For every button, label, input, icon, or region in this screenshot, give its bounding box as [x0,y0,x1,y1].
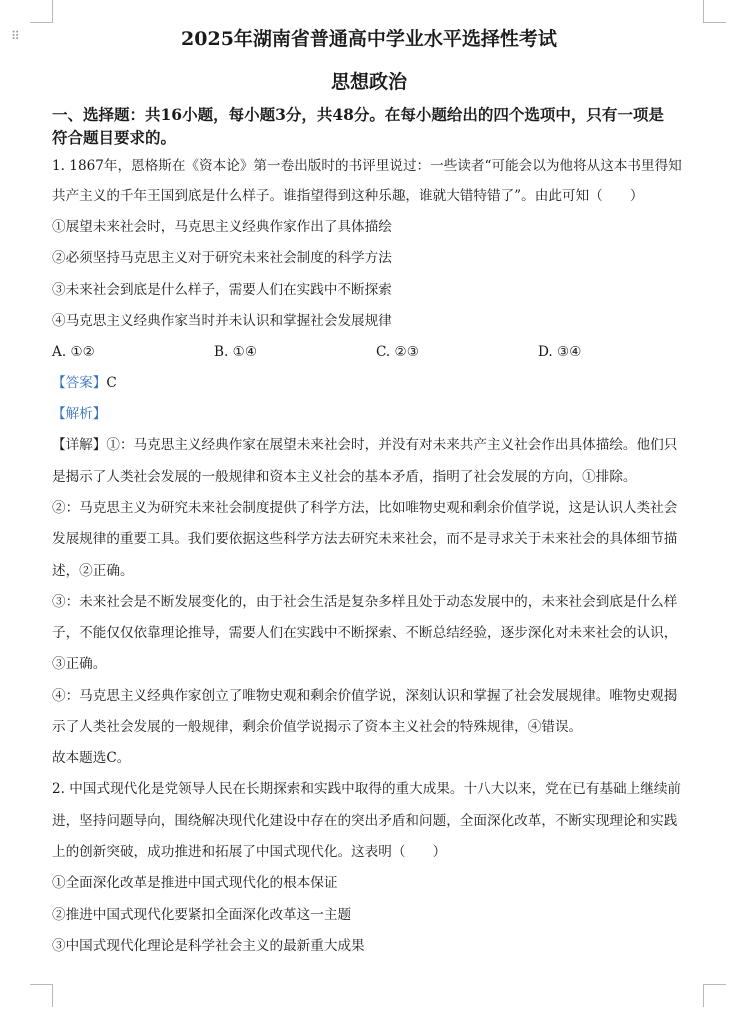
q1-detail-line-6: ③：未来社会是不断发展变化的，由于社会生活是复杂多样且处于动态发展中的，未来社会到底是什么样 [52,594,678,610]
crop-mark-bottom-left [30,984,53,1007]
q1-detail-line-5: 述，②正确。 [52,563,134,579]
crop-mark-bottom-right [703,984,726,1007]
q1-detail-line-7: 子，不能仅仅依靠理论推导，需要人们在实践中不断探索、不断总结经验，逐步深化对未来社会的认识， [52,625,678,641]
section-heading-line-2: 符合题目要求的。 [52,128,177,147]
crop-mark-top-right [703,0,726,23]
q2-stem-line-3: 上的创新突破，成功推进和拓展了中国式现代化。这表明（ ） [52,844,447,860]
q1-statement-1: ①展望未来社会时，马克思主义经典作家作出了具体描绘 [52,219,392,235]
q1-detail-line-9: ④：马克思主义经典作家创立了唯物史观和剩余价值学说，深刻认识和掌握了社会发展规律。唯物史观揭 [52,688,678,704]
q1-detail-line-11: 故本题选C。 [52,750,131,766]
q1-option-c: C. ②③ [376,344,419,360]
q1-statement-3: ③未来社会到底是什么样子，需要人们在实践中不断探索 [52,282,392,298]
q1-answer [52,373,117,393]
exam-title: 2025年湖南省普通高中学业水平选择性考试 [181,28,557,50]
q1-option-a: A. ①② [52,344,95,360]
detail-tag: 【详解】 [52,437,107,453]
q1-analysis-label [52,404,106,424]
q1-detail-line-8: ③正确。 [52,656,107,672]
q1-detail-line-10: 示了人类社会发展的一般规律，剩余价值学说揭示了资本主义社会的特殊规律，④错误。 [52,719,583,735]
q1-statement-2: ②必须坚持马克思主义对于研究未来社会制度的科学方法 [52,250,392,266]
q1-option-d: D. ③④ [538,344,582,360]
q2-statement-2: ②推进中国式现代化要紧扣全面深化改革这一主题 [52,907,352,923]
answer-value: C [106,375,117,391]
q2-stem-line-1: 2. 中国式现代化是党领导人民在长期探索和实践中取得的重大成果。十八大以来，党在已有基础上继续前 [52,781,682,797]
subject-title: 思想政治 [330,71,407,93]
q2-stem-line-2: 进，坚持问题导向，围绕解决现代化建设中存在的突出矛盾和问题，全面深化改革，不断实现理论和实践 [52,813,678,829]
q1-detail-line-3: ②：马克思主义为研究未来社会制度提供了科学方法，比如唯物史观和剩余价值学说，这是认识人类社会 [52,500,678,516]
q1-detail-line-1 [52,435,677,455]
answer-tag: 【答案】 [52,375,107,391]
q2-statement-1: ①全面深化改革是推进中国式现代化的根本保证 [52,875,338,891]
q2-statement-3: ③中国式现代化理论是科学社会主义的最新重大成果 [52,938,365,954]
q1-detail-line-4: 发展规律的重要工具。我们要依据这些科学方法去研究未来社会，而不是寻求关于未来社会的具体细节描 [52,531,678,547]
detail-text: ①：马克思主义经典作家在展望未来社会时，并没有对未来共产主义社会作出具体描绘。他们只 [106,437,678,453]
drag-handle-icon[interactable]: ⠿ [11,29,19,43]
q1-detail-line-2: 是揭示了人类社会发展的一般规律和资本主义社会的基本矛盾，指明了社会发展的方向，①排除。 [52,469,637,485]
q1-stem-line-1: 1. 1867年，恩格斯在《资本论》第一卷出版时的书评里说过：一些读者“可能会以为他将从这本书里得知 [52,158,682,174]
analysis-tag: 【解析】 [52,406,107,422]
section-heading-line-1: 一、选择题：共16小题，每小题3分，共48分。在每小题给出的四个选项中，只有一项是 [52,105,664,124]
q1-statement-4: ④马克思主义经典作家当时并未认识和掌握社会发展规律 [52,313,392,329]
q1-stem-line-2: 共产主义的千年王国到底是什么样子。谁指望得到这种乐趣，谁就大错特错了”。由此可知（ ） [52,188,644,204]
crop-mark-top-left [30,0,53,23]
q1-option-b: B. ①④ [214,344,258,360]
